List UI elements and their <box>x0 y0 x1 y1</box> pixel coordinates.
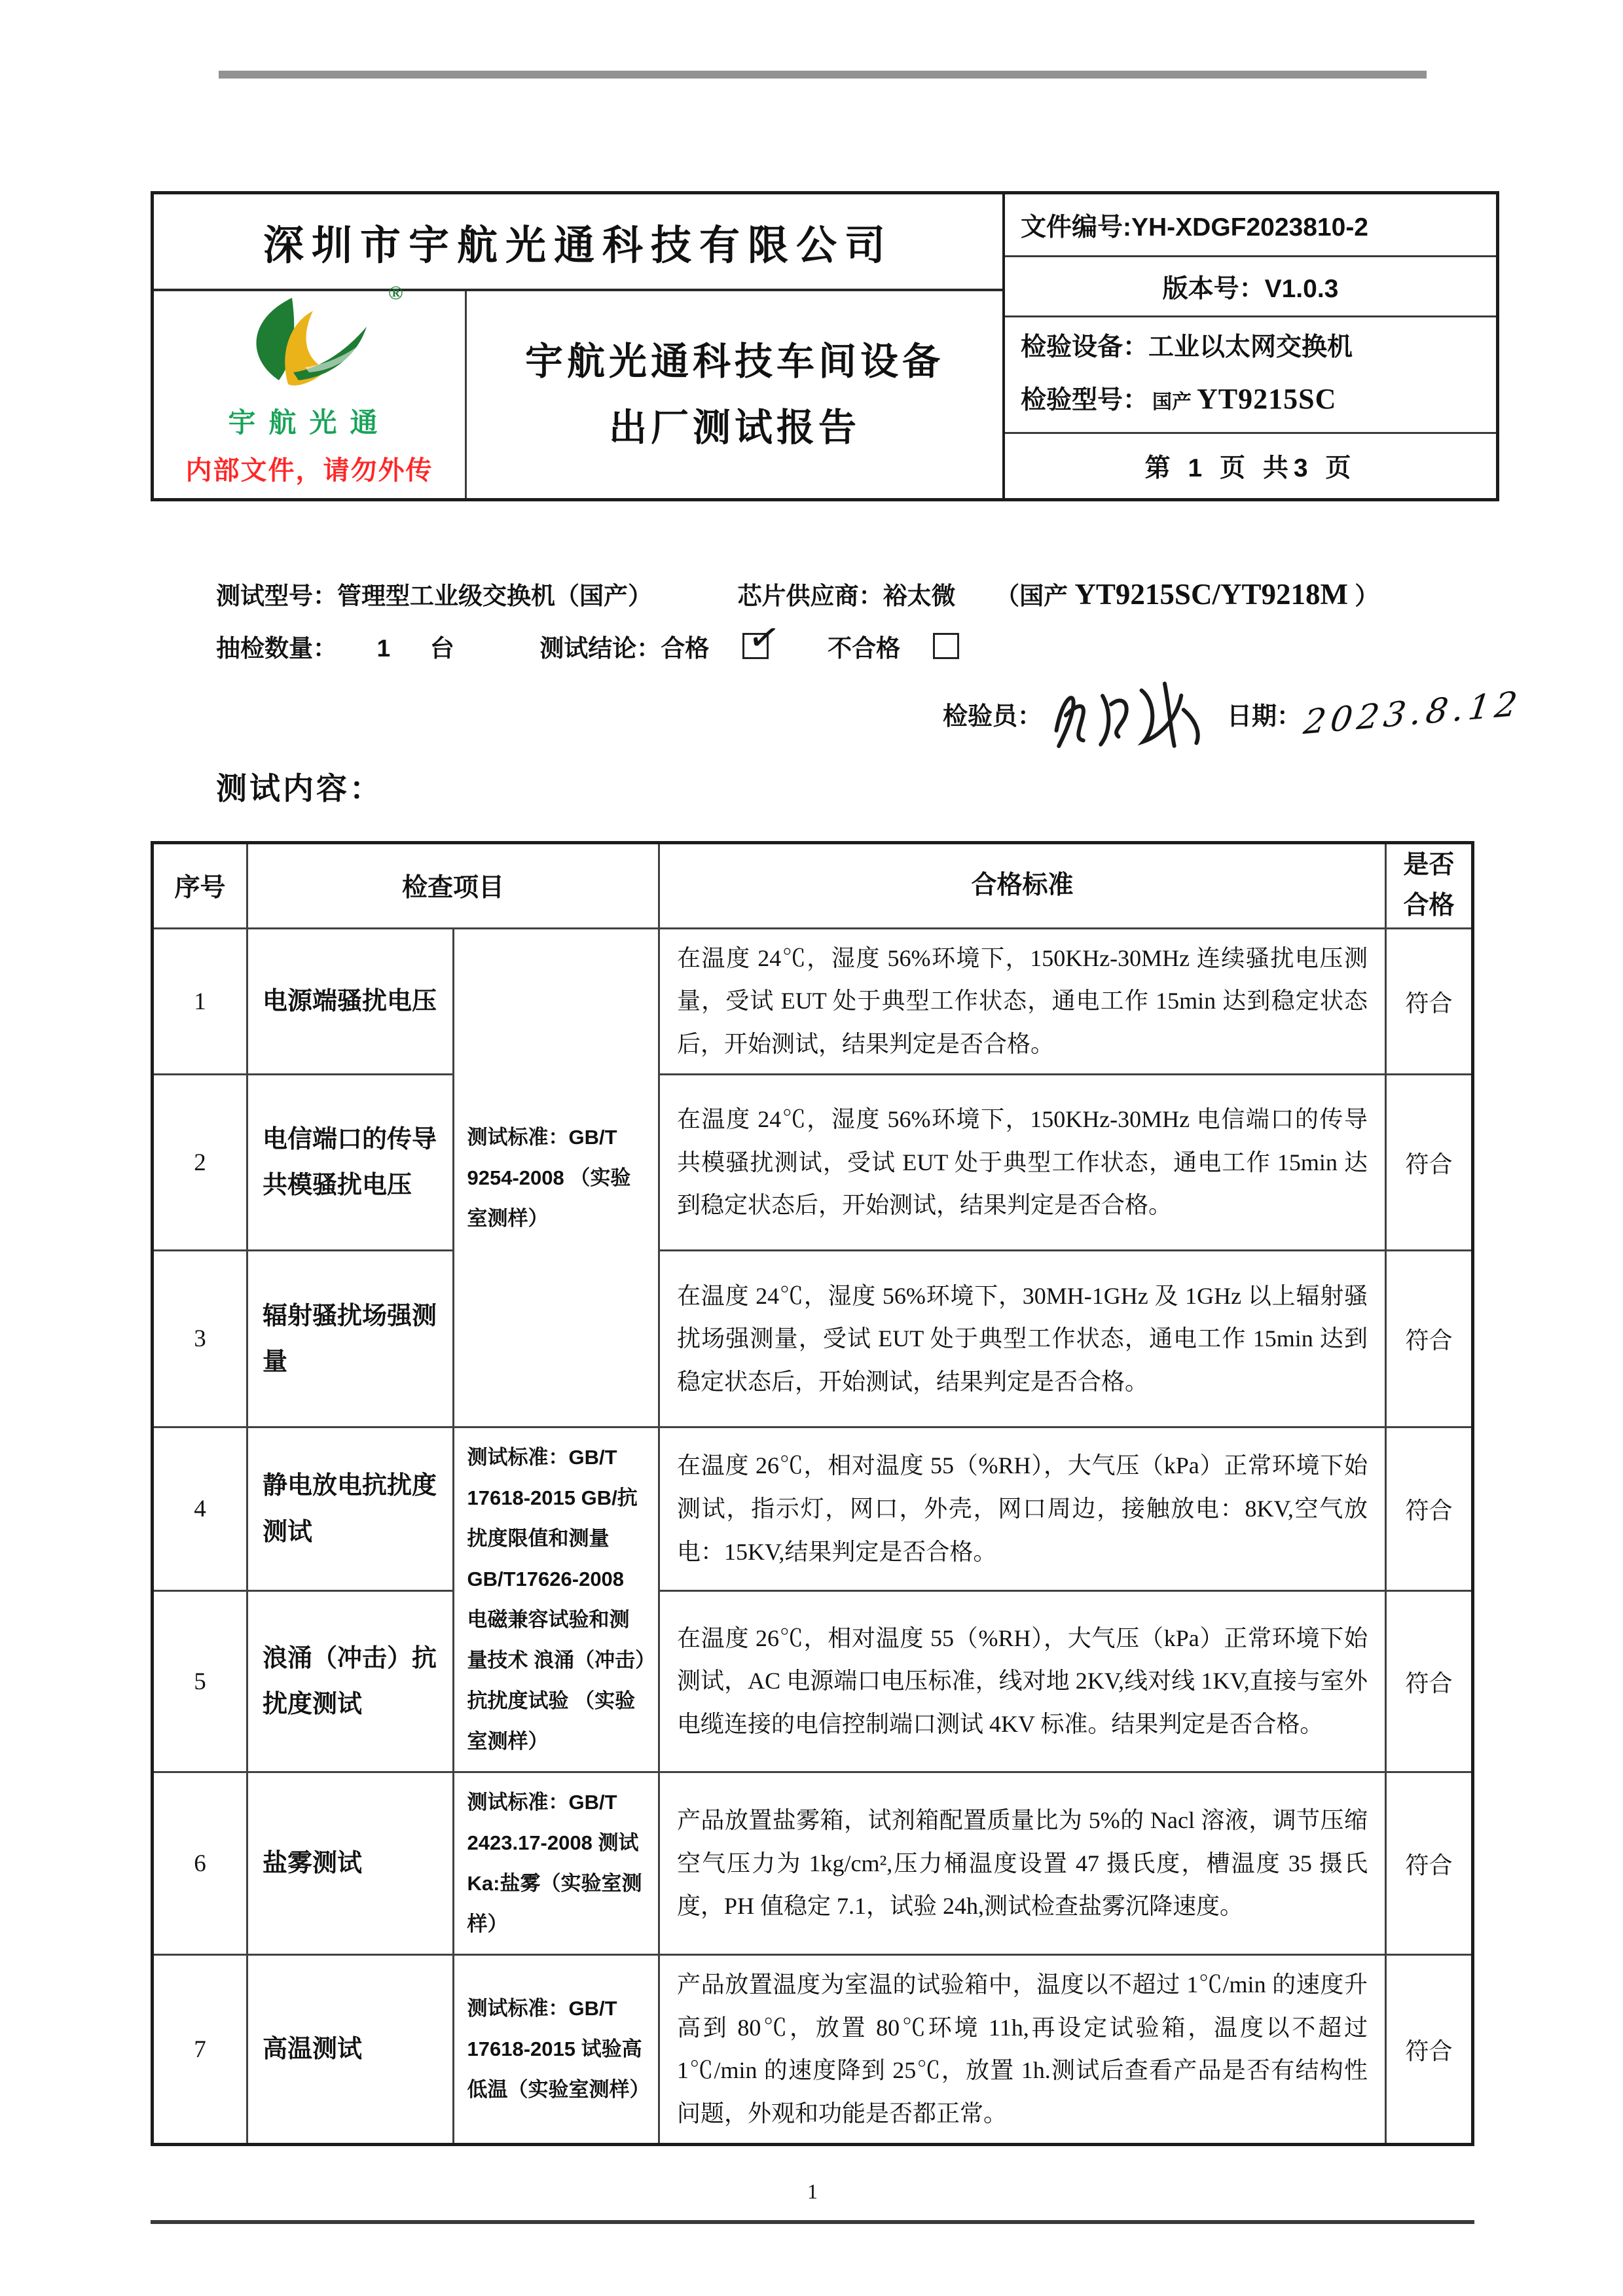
logo-leaf-icon <box>228 289 392 400</box>
inspector-handwritten-signature <box>1041 668 1223 759</box>
page-info: 第 1 页 共3 页 <box>1144 454 1357 482</box>
test-model-label: 测试型号： <box>216 583 337 609</box>
header-info-section <box>1005 194 1496 498</box>
confidential-notice: 内部文件，请勿外传 <box>185 456 433 485</box>
device-label: 检验设备： <box>1021 332 1149 361</box>
col-header-pass <box>1386 843 1473 929</box>
row-item: 静电放电抗扰度测试 <box>247 1427 454 1591</box>
row-criteria: 在温度 26℃，相对温度 55（%RH），大气压（kPa）正常环境下始测试，AC 电源端口电压标准，线对地 2KV,线对线 1KV,直接与室外电缆连接的电信控制端口测试 4KV 标准。结果判定是否合格。 <box>659 1591 1386 1772</box>
inspected-model <box>1021 372 1336 427</box>
registered-trademark-icon: ® <box>388 281 403 304</box>
test-model-value: 管理型工业级交换机（国产） <box>337 583 652 609</box>
handwritten-date: 2023.8.12 <box>1301 684 1524 743</box>
table-row <box>153 1772 1473 1955</box>
row-no: 2 <box>153 1075 247 1251</box>
row-no: 4 <box>153 1427 247 1591</box>
row-item: 浪涌（冲击）抗扰度测试 <box>247 1591 454 1772</box>
test-standard-row6: 测试标准：GB/T 2423.17-2008 测试 Ka:盐雾（实验室测样） <box>453 1772 659 1955</box>
row-item: 电信端口的传导共模骚扰电压 <box>247 1075 454 1251</box>
document-number: 文件编号:YH-XDGF2023810-2 <box>1005 194 1496 257</box>
col-header-pass-line2: 合格 <box>1403 891 1455 920</box>
inspector-label: 检验员： <box>943 702 1043 730</box>
model-value: YT9215SC <box>1197 382 1337 415</box>
col-header-criteria: 合格标准 <box>659 843 1386 929</box>
report-title-line2: 出厂测试报告 <box>608 406 860 449</box>
model-label: 检验型号： <box>1021 386 1149 414</box>
model-origin: 国产 <box>1152 391 1192 413</box>
col-header-no: 序号 <box>153 843 247 929</box>
row-no: 7 <box>153 1955 247 2145</box>
section-title: 测试内容： <box>216 771 383 806</box>
header-left-section <box>154 194 1005 498</box>
row-criteria: 在温度 24℃，湿度 56%环境下，30MH-1GHz 及 1GHz 以上辐射骚扰场强测量，受试 EUT 处于典型工作状态，通电工作 15min 达到稳定状态后，开始测试，结果判定是否合格。 <box>659 1251 1386 1427</box>
row-result: 符合 <box>1386 1075 1473 1251</box>
company-logo <box>228 281 403 400</box>
row-result: 符合 <box>1386 1955 1473 2145</box>
table-row <box>153 928 1473 1075</box>
table-header-row <box>153 843 1473 929</box>
row-result: 符合 <box>1386 1772 1473 1955</box>
chip-note-prefix: （国产 <box>995 583 1068 609</box>
header-left-bottom <box>154 281 1002 498</box>
row-no: 6 <box>153 1772 247 1955</box>
row-criteria: 产品放置温度为室温的试验箱中，温度以不超过 1℃/min 的速度升高到 80℃，放置 80℃环境 11h,再设定试验箱，温度以不超过 1℃/min 的速度降到 25℃，放置 1h.测试后查看产品是否有结构性问题，外观和功能是否都正常。 <box>659 1955 1386 2145</box>
test-model-line <box>216 576 1512 611</box>
row-item: 辐射骚扰场强测量 <box>247 1251 454 1427</box>
sample-and-conclusion-line <box>216 613 1512 664</box>
col-header-item: 检查项目 <box>247 843 659 929</box>
sample-qty-value: 1 <box>376 635 391 662</box>
test-standard-rows4-5: 测试标准：GB/T 17618-2015 GB/抗扰度限值和测量 GB/T17626-2008 电磁兼容试验和测量技术 浪涌（冲击）抗扰度试验 （实验室测样） <box>453 1427 659 1772</box>
report-title-line1: 宇航光通科技车间设备 <box>524 340 944 383</box>
chip-supplier-label: 芯片供应商： <box>737 583 883 609</box>
row-result: 符合 <box>1386 1251 1473 1427</box>
test-standard-rows1-3: 测试标准：GB/T 9254-2008 （实验室测样） <box>453 928 659 1427</box>
row-criteria: 在温度 24℃，湿度 56%环境下，150KHz-30MHz 连续骚扰电压测量，受试 EUT 处于典型工作状态，通电工作 15min 达到稳定状态后，开始测试，结果判定是否合格。 <box>659 928 1386 1075</box>
fail-label: 不合格 <box>828 635 901 662</box>
sample-qty-label: 抽检数量： <box>216 635 337 662</box>
row-no: 5 <box>153 1591 247 1772</box>
test-info-block <box>216 576 1512 664</box>
row-item: 盐雾测试 <box>247 1772 454 1955</box>
pass-label: 合格 <box>661 635 710 662</box>
row-item: 电源端骚扰电压 <box>247 928 454 1075</box>
chip-supplier-value: 裕太微 <box>883 583 956 609</box>
row-result: 符合 <box>1386 1591 1473 1772</box>
conclusion-label: 测试结论： <box>539 635 661 662</box>
row-no: 1 <box>153 928 247 1075</box>
row-criteria: 产品放置盐雾箱，试剂箱配置质量比为 5%的 Nacl 溶液，调节压缩空气压力为 1kg/cm²,压力桶温度设置 47 摄氏度，槽温度 35 摄氏度，PH 值稳定 7.1，试验 24h,测试检查盐雾沉降速度。 <box>659 1772 1386 1955</box>
footer-page-number: 1 <box>807 2179 818 2203</box>
chip-note-suffix: ） <box>1355 583 1379 609</box>
device-and-model <box>1005 317 1496 434</box>
fail-checkbox-empty <box>933 633 959 659</box>
row-item: 高温测试 <box>247 1955 454 2145</box>
company-logo-cell <box>154 281 467 498</box>
col-header-pass-line1: 是否 <box>1403 851 1455 879</box>
table-row <box>153 1427 1473 1591</box>
test-content-table <box>151 841 1474 2146</box>
table-row <box>153 1955 1473 2145</box>
test-standard-row7: 测试标准：GB/T 17618-2015 试验高低温（实验室测样） <box>453 1955 659 2145</box>
handwritten-check-icon: ✓ <box>744 613 784 662</box>
pass-checkbox-checked <box>742 613 784 662</box>
row-result: 符合 <box>1386 928 1473 1075</box>
row-result: 符合 <box>1386 1427 1473 1591</box>
inspected-device <box>1021 323 1353 372</box>
row-criteria: 在温度 26℃，相对温度 55（%RH），大气压（kPa）正常环境下始测试，指示灯，网口，外壳，网口周边，接触放电：8KV,空气放电：15KV,结果判定是否合格。 <box>659 1427 1386 1591</box>
row-criteria: 在温度 24℃，湿度 56%环境下，150KHz-30MHz 电信端口的传导共模骚扰测试，受试 EUT 处于典型工作状态，通电工作 15min 达到稳定状态后，开始测试，结果判定是否合格。 <box>659 1075 1386 1251</box>
chip-models: YT9215SC/YT9218M <box>1074 578 1348 611</box>
table-row <box>153 1591 1473 1772</box>
table-row <box>153 1251 1473 1427</box>
row-no: 3 <box>153 1251 247 1427</box>
footer-divider-line <box>151 2220 1474 2224</box>
date-label: 日期： <box>1227 702 1302 730</box>
version-number: 版本号：V1.0.3 <box>1005 257 1496 317</box>
top-divider-rule <box>219 71 1427 79</box>
logo-brand-text: 宇航光通 <box>228 406 391 438</box>
company-name: 深圳市宇航光通科技有限公司 <box>154 194 1002 291</box>
report-header-table <box>151 191 1499 501</box>
device-value: 工业以太网交换机 <box>1148 332 1353 361</box>
sample-unit: 台 <box>429 635 454 662</box>
table-row <box>153 1075 1473 1251</box>
inspector-signature-row <box>943 674 1524 753</box>
report-title <box>467 291 1002 498</box>
